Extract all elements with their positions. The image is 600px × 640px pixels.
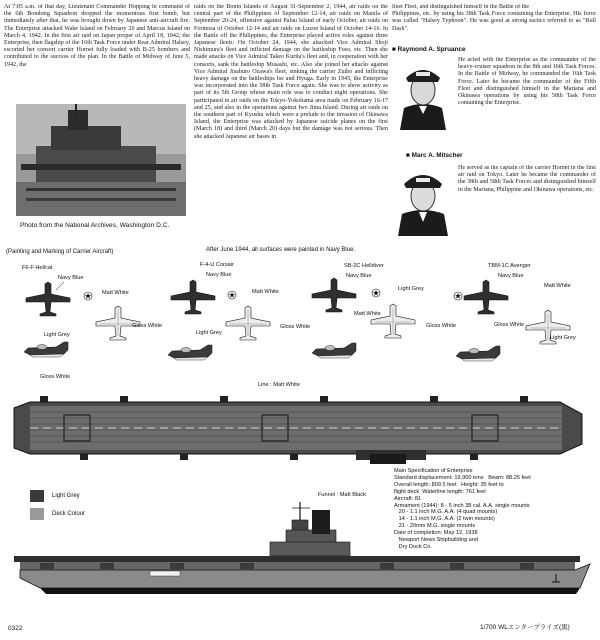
painting-heading: (Painting and Marking of Carrier Aircraft) [6, 249, 114, 255]
hellcat-label-light-grey: Light Grey [44, 332, 70, 338]
spec-line: 31 - 20mm M.G. single mounts [394, 523, 476, 530]
bio-1-name: ■ Raymond A. Spruance [392, 46, 466, 53]
hellcat-name: F6-F Hellcat [22, 265, 53, 271]
avenger-illustration [454, 280, 570, 361]
carrier-photo [16, 104, 186, 216]
helldiver-name: SB-2C Helldiver [344, 263, 384, 269]
hellcat-label-gloss-white-1: Gloss White [132, 323, 163, 329]
photo-caption: Photo from the National Archives, Washington D.C. [20, 222, 170, 229]
hellcat-label-gloss-white-2: Gloss White [40, 374, 71, 380]
spec-line: 14 - 1.1 inch M.G. A.A. (2 twin mounts) [394, 516, 495, 523]
avenger-label-light-grey: Light Grey [550, 335, 576, 341]
bio-2-name: ■ Marc A. Mitscher [406, 152, 463, 159]
bio-top-text [392, 4, 596, 48]
bio-top-head: fleet Fleet, and distinguished himself in the Battle of the [392, 4, 530, 10]
bio-top-body: Philippines, etc. by using his 38th Task Force containing the Enterprise. His force was called "Halsey Typhoon". He was good at strong tactics referred to as "Bull Dash". [392, 11, 596, 32]
helldiver-label-matt-white: Matt White [354, 311, 381, 317]
spec-line: Newport News Shipbuilding and [394, 537, 478, 544]
hellcat-label-matt-white: Matt White [102, 290, 129, 296]
bio-2 [458, 165, 596, 235]
avenger-label-gloss-white: Gloss White [494, 322, 525, 328]
avenger-name: TBM-1C Avenger [488, 263, 531, 269]
spec-line: Date of completion: May 12, 1938 [394, 530, 478, 537]
helldiver-label-navy-blue: Navy Blue [346, 273, 372, 279]
spec-line: Standard displacement: 19,900 tons Beam: 88.25 feet [394, 474, 531, 481]
helldiver-label-gloss-white: Gloss White [426, 323, 457, 329]
avenger-label-matt-white: Matt White [544, 283, 571, 289]
funnel-label: Funnel : Matt Black [318, 492, 366, 498]
helldiver-label-light-grey: Light Grey [398, 286, 424, 292]
spec-line: flight deck Waterline length: 761 feet [394, 488, 486, 495]
mitscher-portrait [392, 162, 454, 236]
carrier-photo-image [16, 104, 186, 216]
hellcat-label-navy-blue: Navy Blue [58, 275, 84, 281]
article-column-2 [194, 4, 388, 234]
corsair-label-navy-blue: Navy Blue [206, 272, 232, 278]
spruance-portrait [392, 56, 454, 130]
spec-line: 20 - 1.1 inch M.G. A.A. (4 quad mounts) [394, 509, 498, 516]
bio-1-name-text: Raymond A. Spruance [397, 46, 466, 53]
page-number: 0322 [8, 625, 23, 632]
bio-2-name-text: Marc A. Mitscher [411, 152, 463, 159]
spec-line: Dry Dock Co. [394, 543, 432, 550]
line-label: Line : Matt White [258, 382, 300, 388]
column-1-text: At 7:05 a.m. of that day, Lieutenant Commander Hopping in command of the 6th Bombing Squadron dropped the momentous first bomb, but immediately after that, he was brought down by Japanese anti-aircraft fire. The Enterprise attacked Wake Island on February 20 and Marcus Island on March 4, 1942. In the first air raid on Japan proper of April 18, 1942, the Enterprise, then flagship of the 16th Task Force under Rear Admiral Halsey, escorted her consort carrier Hornet fully loaded with B-25 bombers and contributed to the success of the plan. In the Battle of Midway of June 5, 1942, the [4, 4, 190, 68]
footer-model-code: 1/700 WLエンタープライズ(黒) [480, 624, 570, 631]
legend-deck-label: Deck Colour [52, 511, 86, 517]
column-2-text: raids on the Bonin Islands of August 31-September 2, 1944, air raids on the central part of the Philippines of September 12-14, air raids on Manila of September 20-24, offensive against Palau Island of early October, air raids on Formosa of October 12-14 and air raids on Luzon Island of October 14-16. In the Battle off the Philippines, the Enterprise played active roles against three Japanese fleets: On October 24, 1944, she attacked Vice Admiral Shoji Nishimura's fleet and inflicted damage on the battleship Fuso, etc. Then she made attacks on Vice Admiral Takeo Kurita's fleet and, in cooperation with her consorts, sank the battleship Musashi, etc. Also she joined her attacks against Vice Admiral Jisaburo Ozawa's fleet, sinking the carrier Zuiho and inflicting heavy damage on the battleships Ise and Hyuga. Early in 1945, the Enterprise was incorporated into the 58th Task Force again. She was to show activity as part of its 5th Group whose main role was to conduct night operations. She participated in air raids on the Tokyo-Yokohama area made on February 16-17 and 25, and also in the operations against Iwo Jima Island. During air raids on the southern part of Kyushu which were a prelude to the invasion of Okinawa Island, the Enterprise was attacked by Japanese suicide planes on the first (March 18) and third (March 20) days but the damage was not serious. Then she attacked Japanese air bases in [194, 4, 388, 140]
corsair-label-gloss-white: Gloss White [280, 324, 311, 330]
article-column-1 [4, 4, 190, 104]
spec-line: Aircraft: 81 [394, 495, 422, 502]
deck-plan [0, 388, 600, 468]
bio-2-text: He served as the captain of the carrier Hornet in the first air raid on Tokyo. Later he became the commander of the 38th and 58th Task Forces and distinguished himself in the Mariana, Philippine and Okinawa operations, etc. [458, 165, 596, 193]
mitscher-portrait-image [392, 162, 454, 236]
spec-line: Armament (1944): 8 - 5 inch 38 cal. A.A. single mounts [394, 502, 530, 509]
bio-1 [458, 57, 596, 137]
legend-light-grey-label: Light Grey [52, 493, 80, 499]
bio-1-text: He acted with the Enterprise as the commander of the heavy-cruiser squadron in the 8th and 16th Task Forces. In the Battle of Midway, he commanded the 16th Task Force. Later he became the commander of the Fifth Fleet and distinguished himself in the Mariana and Okinawa operations by using his 58th Task Force containing the Enterprise. [458, 57, 596, 107]
spec-line: Overall length: 809.5 feet Height: 35 feet to [394, 481, 504, 488]
corsair-name: F-4-U Corsair [200, 262, 234, 268]
corsair-label-matt-white: Matt White [252, 289, 279, 295]
spec-title: Main Specification of Enterprise [394, 468, 473, 474]
after-june-note: After June 1944, all surfaces were painted in Navy Blue. [206, 247, 356, 253]
spruance-portrait-image [392, 56, 454, 130]
corsair-label-light-grey: Light Grey [196, 330, 222, 336]
avenger-label-navy-blue: Navy Blue [498, 273, 524, 279]
